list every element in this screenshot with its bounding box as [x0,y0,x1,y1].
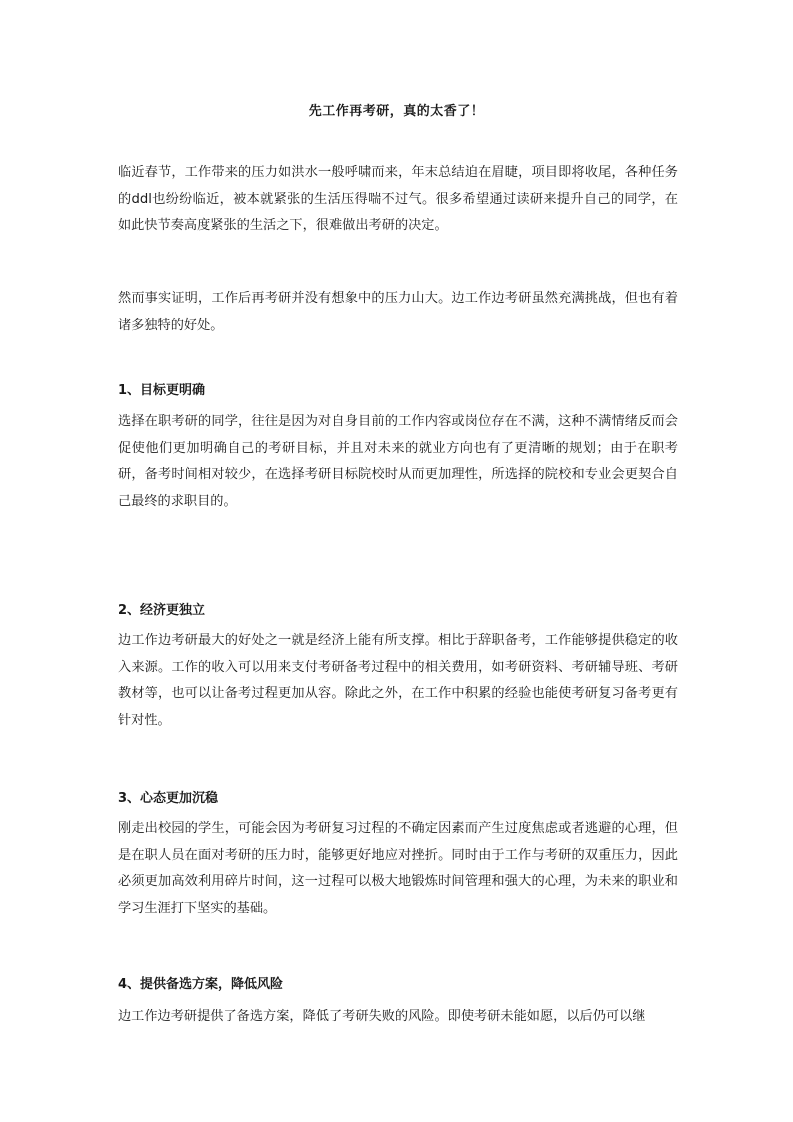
section-heading-2: 2、经济更独立 [118,603,206,618]
page-title: 先工作再考研，真的太香了！ [308,104,485,119]
section-heading-1: 1、目标更明确 [118,383,206,398]
intro-paragraph-1: 临近春节，工作带来的压力如洪水一般呼啸而来，年末总结迫在眉睫，项目即将收尾，各种任务的ddl也纷纷临近，被本就紧张的生活压得喘不过气。很多希望通过读研来提升自己的同学，在如此快节奏高度紧张的生活之下，很难做出考研的决定。 [118,165,678,233]
section-heading-3: 3、心态更加沉稳 [118,791,219,806]
section-body-4: 边工作边考研提供了备选方案，降低了考研失败的风险。即使考研未能如愿，以后仍可以继 [118,1009,646,1024]
section-heading-4: 4、提供备选方案，降低风险 [118,977,284,992]
section-body-2: 边工作边考研最大的好处之一就是经济上能有所支撑。相比于辞职备考，工作能够提供稳定的收入来源。工作的收入可以用来支付考研备考过程中的相关费用，如考研资料、考研辅导班、考研教材等，也可以让备考过程更加从容。除此之外，在工作中积累的经验也能使考研复习备考更有针对性。 [118,633,678,728]
intro-paragraph-2: 然而事实证明，工作后再考研并没有想象中的压力山大。边工作边考研虽然充满挑战，但也有着诸多独特的好处。 [118,291,678,333]
section-body-1: 选择在职考研的同学，往往是因为对自身目前的工作内容或岗位存在不满，这种不满情绪反而会促使他们更加明确自己的考研目标，并且对未来的就业方向也有了更清晰的规划；由于在职考研，备考时间相对较少，在选择考研目标院校时从而更加理性，所选择的院校和专业会更契合自己最终的求职目的。 [118,414,678,509]
section-body-3: 刚走出校园的学生，可能会因为考研复习过程的不确定因素而产生过度焦虑或者逃避的心理，但是在职人员在面对考研的压力时，能够更好地应对挫折。同时由于工作与考研的双重压力，因此必须更加高效利用碎片时间，这一过程可以极大地锻炼时间管理和强大的心理，为未来的职业和学习生涯打下坚实的基础。 [118,821,678,916]
